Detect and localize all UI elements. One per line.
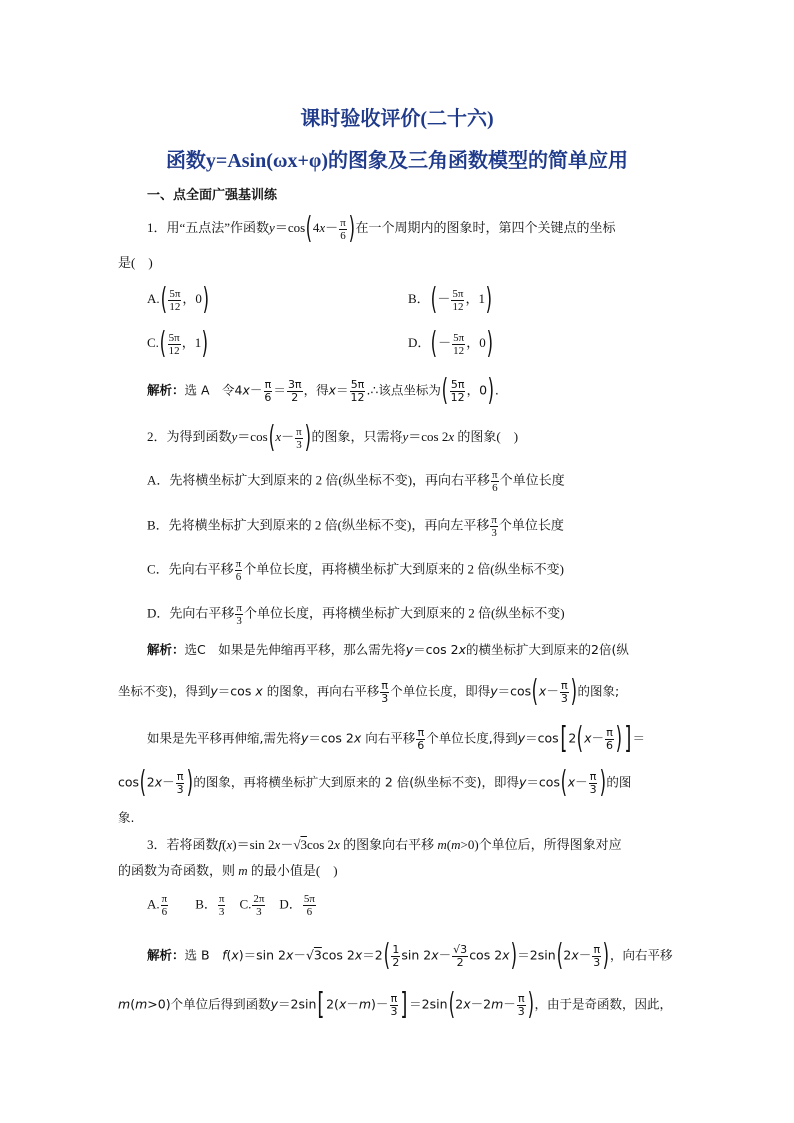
q2-solution-line4: cos(2x－ $\frac{\pi}{3}$ )的图象，再将横坐标扩大到原来的 2 倍(纵坐标不变)，即得y＝cos(x－ $\frac{\pi}{3}$ )的图 bbox=[118, 765, 632, 800]
q1-option-a: A.( $\frac{5\pi}{12}$ ，0) bbox=[147, 282, 210, 317]
q1-stem: 1．用“五点法”作函数y＝cos(4x－ $\frac{\pi}{6}$ )在一个周期内的图象时，第四个关键点的坐标 bbox=[147, 211, 616, 246]
q1-option-b: B．(－ $\frac{5\pi}{12}$ ，1) bbox=[408, 282, 493, 317]
q3-options: A. $\frac{\pi}{6}$ B． $\frac{\pi}{3}$ C. $\frac{2\pi}{3}$ D． $\frac{5\pi}{6}$ bbox=[147, 893, 315, 918]
page-subtitle: 函数y=Asin(ωx+φ)的图象及三角函数模型的简单应用 bbox=[165, 150, 629, 172]
q1-stem-cont: 是( ) bbox=[118, 255, 153, 270]
q3-stem: 3．若将函数f(x)＝sin 2x－√3cos 2x 的图象向右平移 m(m>0)个单位后，所得图象对应 bbox=[147, 837, 622, 852]
q2-option-d: D．先向右平移 $\frac{\pi}{3}$ 个单位长度，再将横坐标扩大到原来的 2 倍(纵坐标不变) bbox=[147, 602, 565, 627]
q2-solution-line2: 坐标不变)，得到y＝cos x 的图象，再向右平移 $\frac{\pi}{3}$ 个单位长度，即得y＝cos(x－ $\frac{\pi}{3}$ )的图象; bbox=[118, 674, 620, 709]
q2-solution-line1: 解析：选C 如果是先伸缩再平移，那么需先将y＝cos 2x的横坐标扩大到原来的2倍(纵 bbox=[147, 642, 629, 657]
q2-solution-line3: 如果是先平移再伸缩,需先将y＝cos 2x 向右平移 $\frac{\pi}{6}$ 个单位长度,得到y＝cos[2(x－ $\frac{\pi}{6}$ )]＝ bbox=[147, 721, 645, 756]
q3-stem-cont: 的函数为奇函数，则 m 的最小值是( ) bbox=[118, 863, 338, 878]
q1-solution: 解析：选 A 令4x－ $\frac{\pi}{6}$ ＝ $\frac{3\pi}{2}$ ，得x＝ $\frac{5\pi}{12}$ .∴该点坐标为( $\frac{5\pi}{12}$ ，0). bbox=[147, 373, 499, 408]
section-heading: 一、点全面广强基训练 bbox=[147, 187, 278, 202]
q3-solution-line2: m(m>0)个单位后得到函数y＝2sin[2(x－m)－ $\frac{\pi}{3}$ ]＝2sin(2x－2m－ $\frac{\pi}{3}$ )，由于是奇函数，因此， bbox=[118, 987, 672, 1022]
q3-solution-line1: 解析：选 B f(x)＝sin 2x－√3cos 2x＝2( $\frac{1}{2}$ sin 2x－ $\frac{√3}{2}$ cos 2x)＝2sin(2x－ $\frac{\pi}{3}$ )，向右平移 bbox=[147, 938, 673, 973]
q2-solution-line5: 象. bbox=[118, 810, 135, 825]
q1-option-c: C.( $\frac{5\pi}{12}$ ，1) bbox=[147, 326, 209, 361]
q2-option-a: A．先将横坐标扩大到原来的 2 倍(纵坐标不变)，再向右平移 $\frac{\pi}{6}$ 个单位长度 bbox=[147, 469, 565, 494]
page-title: 课时验收评价(二十六) bbox=[300, 108, 494, 130]
q1-option-d: D．(－ $\frac{5\pi}{12}$ ，0) bbox=[408, 326, 493, 361]
q2-stem: 2．为得到函数y＝cos(x－ $\frac{\pi}{3}$ )的图象，只需将y＝cos 2x 的图象( ) bbox=[147, 420, 519, 455]
q2-option-b: B．先将横坐标扩大到原来的 2 倍(纵坐标不变)，再向左平移 $\frac{\pi}{3}$ 个单位长度 bbox=[147, 514, 564, 539]
q2-option-c: C．先向右平移 $\frac{\pi}{6}$ 个单位长度，再将横坐标扩大到原来的 2 倍(纵坐标不变) bbox=[147, 558, 564, 583]
